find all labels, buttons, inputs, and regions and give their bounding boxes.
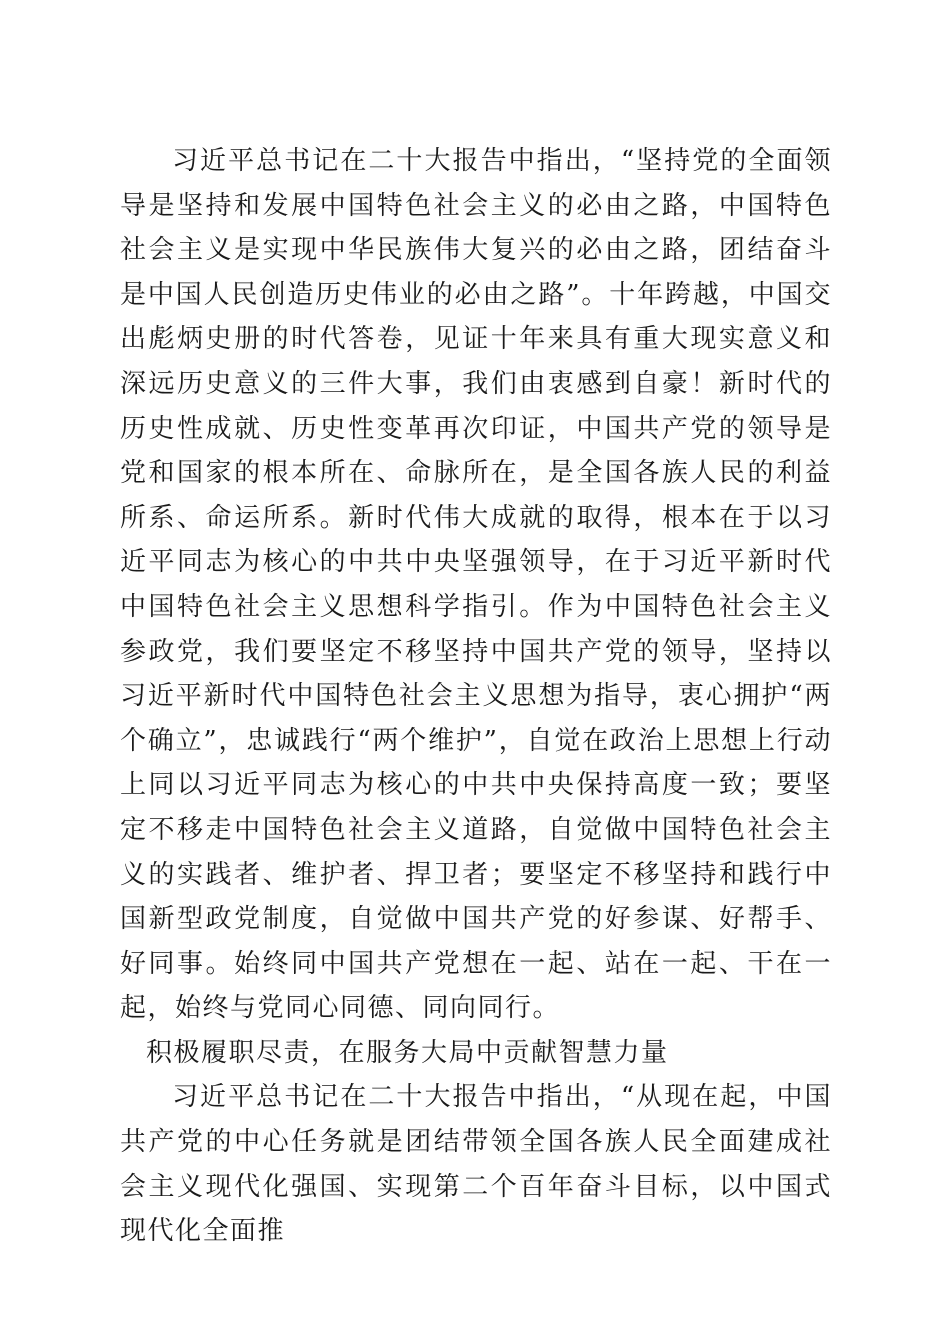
body-paragraph: 习近平总书记在二十大报告中指出，“从现在起，中国共产党的中心任务就是团结带领全国各族人民全面建成社会主义现代化强国、实现第二个百年奋斗目标，以中国式现代化全面推 xyxy=(120,1082,832,1247)
body-paragraph: 习近平总书记在二十大报告中指出，“坚持党的全面领导是坚持和发展中国特色社会主义的必由之路，中国特色社会主义是实现中华民族伟大复兴的必由之路，团结奋斗是中国人民创造历史伟业的必由之路”。十年跨越，中国交出彪炳史册的时代答卷，见证十年来具有重大现实意义和深远历史意义的三件大事，我们由衷感到自豪！新时代的历史性成就、历史性变革再次印证，中国共产党的领导是党和国家的根本所在、命脉所在，是全国各族人民的利益所系、命运所系。新时代伟大成就的取得，根本在于以习近平同志为核心的中共中央坚强领导，在于习近平新时代中国特色社会主义思想科学指引。作为中国特色社会主义参政党，我们要坚定不移坚持中国共产党的领导，坚持以习近平新时代中国特色社会主义思想为指导，衷心拥护“两个确立”，忠诚践行“两个维护”，自觉在政治上思想上行动上同以习近平同志为核心的中共中央保持高度一致；要坚定不移走中国特色社会主义道路，自觉做中国特色社会主义的实践者、维护者、捍卫者；要坚定不移坚持和践行中国新型政党制度，自觉做中国共产党的好参谋、好帮手、好同事。始终同中国共产党想在一起、站在一起、干在一起，始终与党同心同德、同向同行。 xyxy=(120,146,832,1024)
document-body xyxy=(120,139,832,1254)
section-heading: 积极履职尽责，在服务大局中贡献智慧力量 xyxy=(146,1037,669,1068)
